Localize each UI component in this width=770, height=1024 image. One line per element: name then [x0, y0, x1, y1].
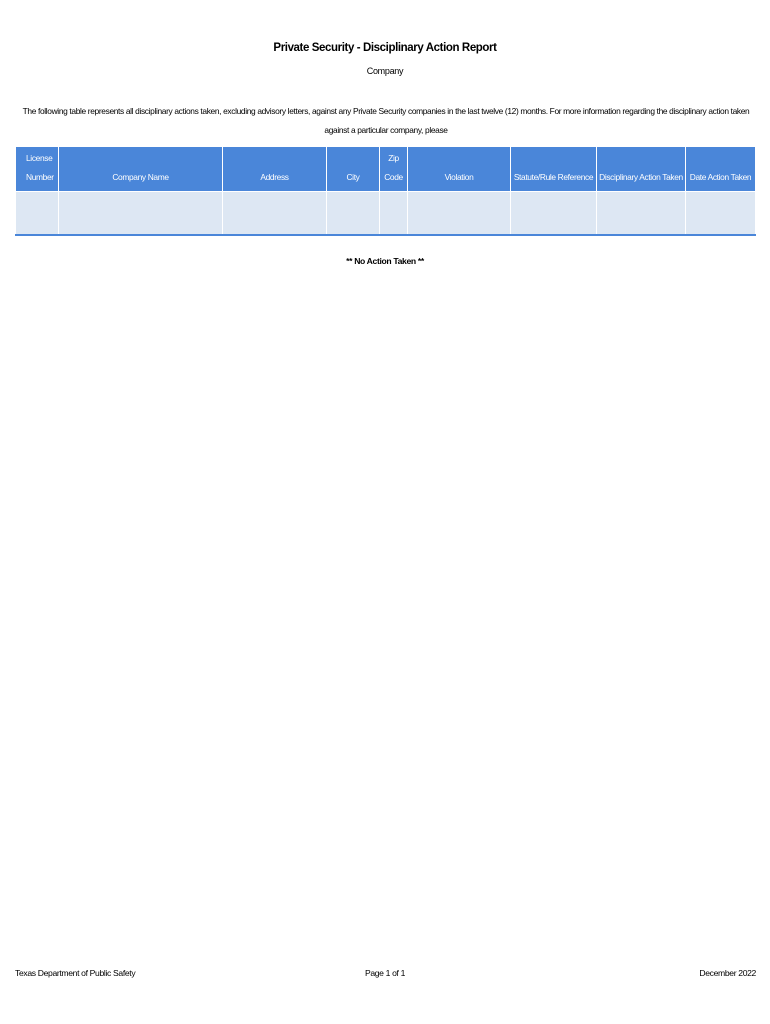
report-subtitle: Company	[366, 66, 404, 76]
header-license-number	[16, 147, 59, 192]
report-title: Private Security - Disciplinary Action Report	[273, 42, 497, 54]
cell-license-number	[16, 192, 59, 236]
cell-statute-rule-reference	[511, 192, 597, 236]
cell-city	[327, 192, 380, 236]
header-disciplinary-action-taken: Disciplinary Action Taken	[597, 147, 686, 192]
footer-agency: Texas Department of Public Safety	[15, 968, 136, 978]
table-row	[16, 192, 756, 236]
disciplinary-action-table	[15, 146, 756, 236]
header-license-line2: Number	[26, 172, 54, 182]
cell-zip-code	[380, 192, 408, 236]
cell-company-name	[59, 192, 223, 236]
header-license-line1: License	[26, 153, 53, 163]
header-statute-rule-reference: Statute/Rule Reference	[511, 147, 597, 192]
cell-address	[223, 192, 327, 236]
footer-page-number: Page 1 of 1	[364, 968, 406, 978]
header-zip-line1: Zip	[388, 153, 399, 163]
header-date-action-taken: Date Action Taken	[686, 147, 756, 192]
cell-disciplinary-action-taken	[597, 192, 686, 236]
header-violation: Violation	[408, 147, 511, 192]
no-action-notice: ** No Action Taken **	[346, 256, 424, 266]
intro-line-1: The following table represents all disciplinary actions taken, excluding advisory letters, against any Private Security companies in the last twelve (12) months. For more information regarding the disciplinary action taken against a particular company, please	[22, 106, 750, 135]
cell-violation	[408, 192, 511, 236]
header-city: City	[327, 147, 380, 192]
table-header-row	[16, 147, 756, 192]
footer-date: December 2022	[699, 968, 756, 978]
header-address: Address	[223, 147, 327, 192]
header-zip-line2: Code	[384, 172, 403, 182]
cell-date-action-taken	[686, 192, 756, 236]
header-company-name: Company Name	[59, 147, 223, 192]
header-zip-code	[380, 147, 408, 192]
